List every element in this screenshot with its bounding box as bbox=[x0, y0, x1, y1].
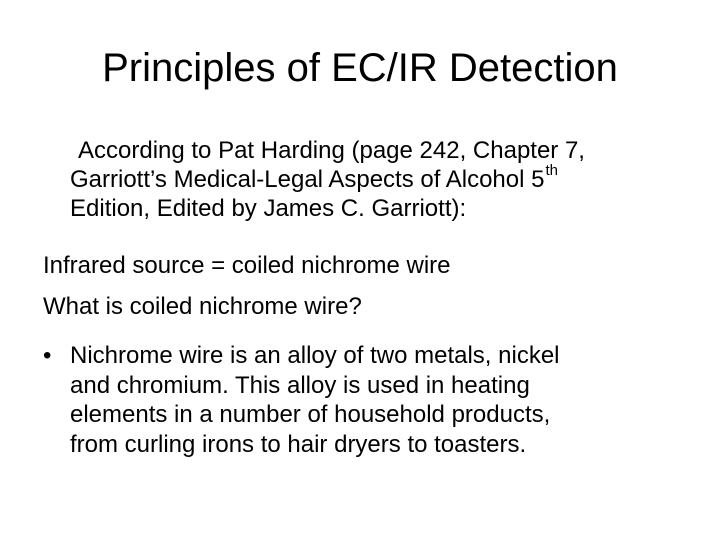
bullet-line-2: and chromium. This alloy is used in heating bbox=[70, 371, 530, 399]
question-text: What is coiled nichrome wire? bbox=[43, 293, 362, 320]
bullet-line-4: from curling irons to hair dryers to toasters. bbox=[70, 430, 527, 458]
citation-superscript: th bbox=[545, 162, 558, 179]
bullet-marker: • bbox=[43, 342, 52, 369]
citation-line-3: Edition, Edited by James C. Garriott): bbox=[70, 195, 467, 222]
bullet-text bbox=[70, 341, 560, 459]
citation-line-2-text: Garriott’s Medical-Legal Aspects of Alcohol 5 bbox=[70, 166, 545, 193]
bullet-line-3: elements in a number of household products, bbox=[70, 401, 551, 428]
citation-line-2 bbox=[70, 162, 690, 194]
infrared-source-text: Infrared source = coiled nichrome wire bbox=[43, 252, 451, 279]
citation-paragraph bbox=[70, 136, 690, 223]
citation-line-1: According to Pat Harding (page 242, Chapter 7, bbox=[78, 137, 585, 164]
bullet-line-1: Nichrome wire is an alloy of two metals, nickel bbox=[70, 342, 560, 369]
slide-title: Principles of EC/IR Detection bbox=[102, 46, 618, 90]
